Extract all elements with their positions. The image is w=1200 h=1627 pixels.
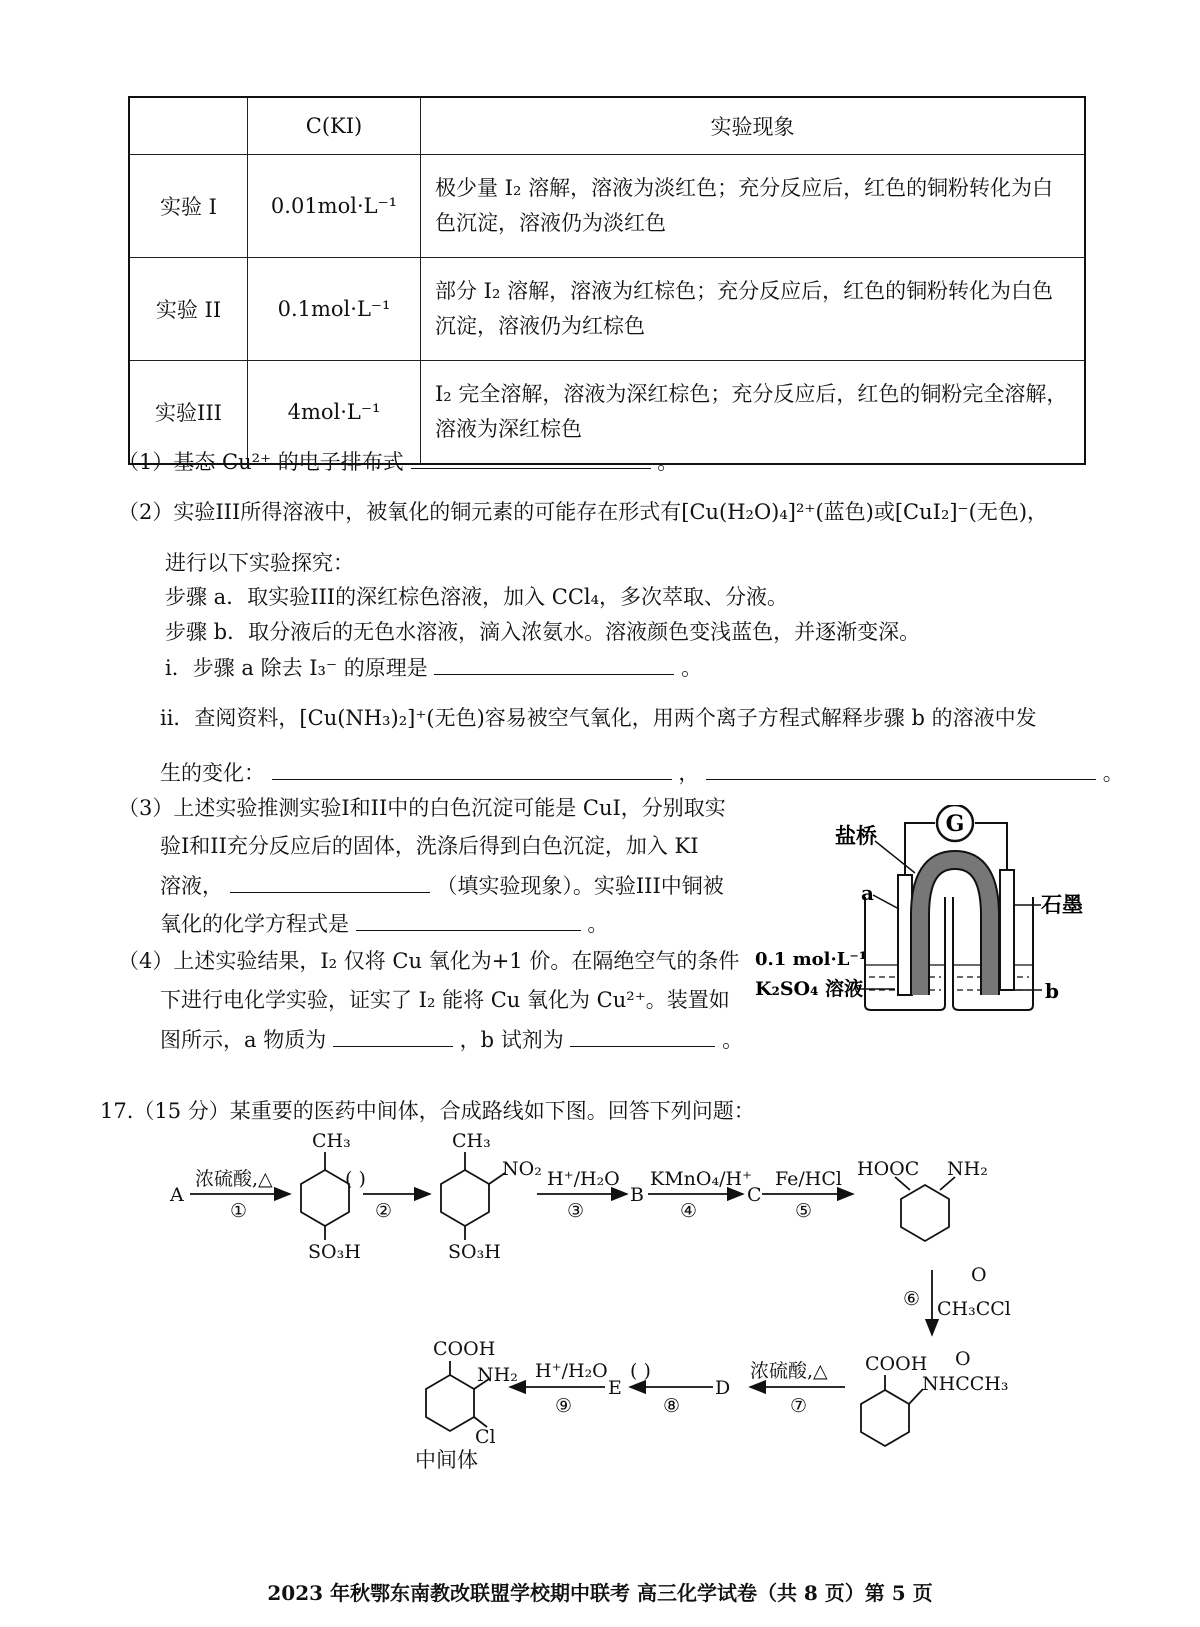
group-label: SO₃H [308,1241,361,1263]
reagent-label: KMnO₄/H⁺ [650,1168,753,1190]
experiment-phenomenon: 部分 I₂ 溶解，溶液为红棕色；充分反应后，红色的铜粉转化为白色沉淀，溶液仍为红棕色 [421,258,1086,361]
galvanometer-label: G [945,811,965,837]
punctuation: 。 [587,912,609,936]
benzene-ring [441,1170,489,1226]
step-number: ⑨ [555,1395,573,1417]
question-3-text: 氧化的化学方程式是 [160,912,349,936]
question-4-text: ，b 试剂为 [459,1028,564,1052]
compound-b: B [630,1184,644,1206]
electrochemical-apparatus [745,805,1090,1020]
reagent-label: ( ) [630,1360,651,1382]
answer-blank[interactable] [570,1024,715,1047]
table-row [129,155,1085,258]
label-b: b [1045,979,1059,1003]
ki-concentration: 4mol·L⁻¹ [248,361,421,465]
question-3-line-1: （3）上述实验推测实验I和II中的白色沉淀可能是 CuI，分别取实 [118,796,726,820]
reagent-label: Fe/HCl [775,1168,842,1190]
ki-concentration: 0.01mol·L⁻¹ [248,155,421,258]
step-number: ④ [680,1200,698,1222]
compound-e: E [608,1377,622,1399]
punctuation: 。 [1102,761,1124,785]
experiment-phenomenon: 极少量 I₂ 溶解，溶液为淡红色；充分反应后，红色的铜粉转化为白色沉淀，溶液仍为淡红色 [421,155,1086,258]
table-row [129,258,1085,361]
question-3-text: 溶液， [160,874,223,898]
question-4-line-3 [160,1024,743,1055]
experiment-phenomenon: I₂ 完全溶解，溶液为深红棕色；充分反应后，红色的铜粉完全溶解，溶液为深红棕色 [421,361,1086,465]
step-number: ⑤ [795,1200,813,1222]
compound-c: C [747,1184,762,1206]
group-label: NH₂ [947,1158,988,1180]
solution-label: K₂SO₄ 溶液 [755,978,864,1000]
question-2-i [165,652,702,683]
step-b: 步骤 b．取分液后的无色水溶液，滴入浓氨水。溶液颜色变浅蓝色，并逐渐变深。 [165,620,921,644]
answer-blank[interactable] [434,652,674,675]
experiment-name: 实验 II [129,258,248,361]
question-3-line-4 [160,908,608,939]
step-number: ② [375,1200,393,1222]
question-3-line-2: 验I和II充分反应后的固体，洗涤后得到白色沉淀，加入 KI [160,834,699,858]
table-header: C(KI) [248,97,421,155]
step-number: ① [230,1200,248,1222]
salt-bridge [920,860,990,995]
question-2-i-text: i．步骤 a 除去 I₃⁻ 的原理是 [165,656,428,680]
group-label: O [955,1348,971,1370]
concentration-label: 0.1 mol·L⁻¹ [755,949,867,970]
question-1-text: （1）基态 Cu²⁺ 的电子排布式 [118,450,404,474]
table-header: 实验现象 [421,97,1086,155]
salt-bridge-label: 盐桥 [835,823,877,848]
punctuation: 。 [681,656,703,680]
label-a: a [861,881,874,905]
answer-blank[interactable] [706,757,1096,780]
question-2-line: 进行以下实验探究： [165,551,354,575]
group-label: NH₂ [477,1364,518,1386]
punctuation: 。 [722,1028,744,1052]
compound-d: D [715,1377,731,1399]
question-3-line-3 [160,870,724,901]
punctuation: 。 [657,450,679,474]
group-label: SO₃H [448,1241,501,1263]
product-label: 中间体 [415,1448,478,1472]
reagent-label: H⁺/H₂O [535,1360,608,1382]
reaction-arrows [190,1194,932,1387]
answer-blank[interactable] [333,1024,453,1047]
reagent-label: ( ) [345,1168,366,1190]
benzene-ring [861,1390,909,1446]
question-3-text: （填实验现象）。实验III中铜被 [436,874,724,898]
answer-blank[interactable] [272,757,672,780]
benzene-ring [301,1170,349,1226]
reagent-label: 浓硫酸,△ [750,1360,828,1382]
page-footer: 2023 年秋鄂东南教改联盟学校期中联考 高三化学试卷（共 8 页）第 5 页 [267,1581,933,1605]
question-2-ii: ii．查阅资料，[Cu(NH₃)₂]⁺(无色)容易被空气氧化，用两个离子方程式解释步骤 b 的溶液中发 [160,706,1037,730]
group-label: HOOC [857,1158,920,1180]
experiment-name: 实验III [129,361,248,465]
question-17-title: 17.（15 分）某重要的医药中间体，合成路线如下图。回答下列问题： [100,1099,755,1123]
benzene-ring [901,1185,949,1241]
question-4-text: 图所示，a 物质为 [160,1028,327,1052]
ki-concentration: 0.1mol·L⁻¹ [248,258,421,361]
step-number: ③ [567,1200,585,1222]
reagent-label: H⁺/H₂O [547,1168,620,1190]
step-number: ⑦ [790,1395,808,1417]
electrode-a [898,875,912,995]
group-label: NO₂ [502,1158,542,1180]
punctuation: ， [678,761,700,785]
experiment-table [128,96,1086,465]
group-label: O [971,1264,987,1286]
answer-blank[interactable] [356,908,581,931]
experiment-name: 实验 I [129,155,248,258]
question-2-ii-answer [160,757,1124,788]
step-number: ⑧ [663,1395,681,1417]
table-header [129,97,248,155]
question-1 [118,446,678,477]
question-4-line-1: （4）上述实验结果，I₂ 仅将 Cu 氧化为+1 价。在隔绝空气的条件 [118,949,740,973]
group-label: Cl [475,1426,496,1448]
compound-a: A [170,1184,184,1206]
synthesis-route [165,1125,1065,1480]
group-label: COOH [865,1353,928,1375]
step-a: 步骤 a．取实验III的深红棕色溶液，加入 CCl₄，多次萃取、分液。 [165,585,789,609]
route-labels [169,1130,1011,1472]
answer-blank[interactable] [411,446,651,469]
question-4-line-2: 下进行电化学实验，证实了 I₂ 能将 Cu 氧化为 Cu²⁺。装置如 [160,988,730,1012]
step-number: ⑥ [903,1288,921,1310]
group-label: NHCCH₃ [922,1373,1009,1395]
group-label: CH₃ [452,1130,491,1152]
graphite-electrode [1000,870,1014,990]
reagent-label: 浓硫酸,△ [195,1168,273,1190]
reagent-label: CH₃CCl [937,1298,1011,1320]
graphite-label: 石墨 [1041,892,1083,917]
group-label: CH₃ [312,1130,351,1152]
group-label: COOH [433,1338,496,1360]
question-2-intro: （2）实验III所得溶液中，被氧化的铜元素的可能存在形式有[Cu(H₂O)₄]²⁺(蓝色)或[CuI₂]⁻(无色)， [118,500,1049,524]
question-2-ii-text: 生的变化： [160,761,265,785]
benzene-ring [426,1375,474,1431]
answer-blank[interactable] [230,870,430,893]
